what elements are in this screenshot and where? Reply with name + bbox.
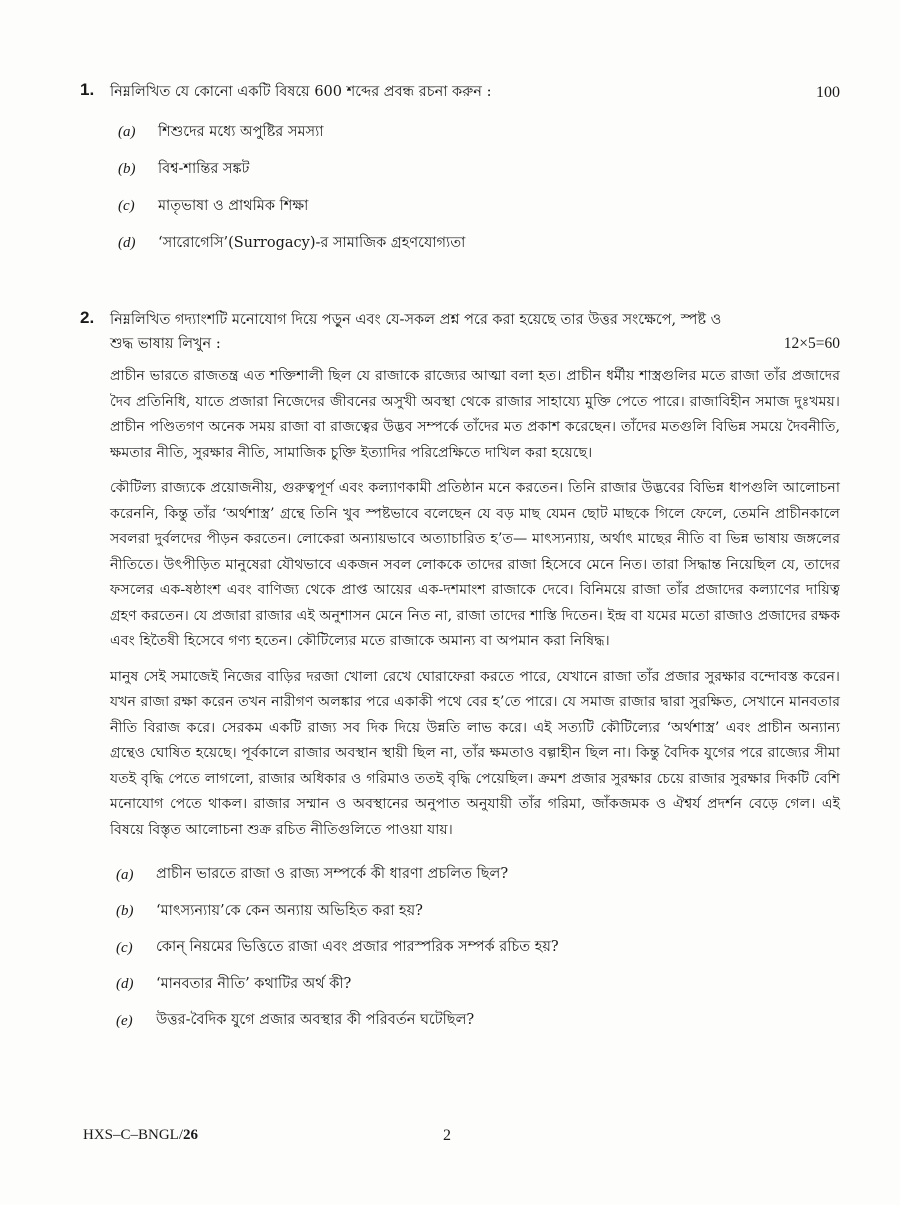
- sub-question-label: (d): [116, 976, 134, 993]
- passage-paragraph: প্রাচীন ভারতে রাজতন্ত্র এত শক্তিশালী ছিল যে রাজাকে রাজ্যের আত্মা বলা হত। প্রাচীন ধর্মীয় শাস্ত্রগুলির মতে রাজা তাঁর প্রজাদের দৈব প্রতিনিধি, যাতে প্রজারা নিজেদের জীবনের অসুখী অবস্থা থেকে রাজার সাহায্যে মুক্তি পেতে পারে। রাজাবিহীন সমাজ দুঃখময়। প্রাচীন পণ্ডিতগণ অনেক সময় রাজা বা রাজত্বের উদ্ভব সম্পর্কে তাঁদের মত প্রকাশ করেছেন। তাঁদের মতগুলি বিভিন্ন সময়ে দৈবনীতি, ক্ষমতার নীতি, সুরক্ষার নীতি, সামাজিক চুক্তি ইত্যাদির পরিপ্রেক্ষিতে দাখিল করা হয়েছে।: [110, 368, 840, 461]
- sub-question-label: (a): [116, 866, 134, 883]
- option-label: (b): [118, 161, 136, 177]
- option-label: (d): [118, 235, 136, 251]
- sub-question-list: [116, 857, 840, 1040]
- sub-question-label: (e): [116, 1012, 133, 1029]
- question-heading-line-2: [110, 332, 840, 356]
- passage-paragraph: মানুষ সেই সমাজেই নিজের বাড়ির দরজা খোলা রেখে ঘোরাফেরা করতে পারে, যেখানে রাজা তাঁর প্রজার সুরক্ষার বন্দোবস্ত করেন। যখন রাজা রক্ষা করেন তখন নারীগণ অলঙ্কার পরে একাকী পথে বের হ’তে পারে। যে সমাজ রাজার দ্বারা সুরক্ষিত, সেখানে মানবতার নীতি বিরাজ করে। সেরকম একটি রাজ্য সব দিক দিয়ে উন্নতি লাভ করে। এই সত্যটি কৌটিল্যের ‘অর্থশাস্ত্র’ এবং প্রাচীন অন্যান্য গ্রন্থেও ঘোষিত হয়েছে। পূর্বকালে রাজার অবস্থান স্থায়ী ছিল না, তাঁর ক্ষমতাও বল্গাহীন ছিল না। কিন্তু বৈদিক যুগের পরে রাজ্যের সীমা যতই বৃদ্ধি পেতে লাগলো, রাজার অধিকার ও গরিমাও ততই বৃদ্ধি পেয়েছিল। ক্রমশ প্রজার সুরক্ষার চেয়ে রাজার সুরক্ষার দিকটি বেশি মনোযোগ পেতে থাকল। রাজার সম্মান ও অবস্থানের অনুপাত অনুযায়ী তাঁর গরিমা, জাঁকজমক ও ঐশ্বর্য প্রদর্শন বেড়ে গেল। এই বিষয়ে বিস্তৃত আলোচনা শুক্র রচিত নীতিগুলিতে পাওয়া যায়।: [110, 668, 840, 838]
- paper-code-number: 26: [183, 1127, 199, 1143]
- option-text: শিশুদের মধ্যে অপুষ্টির সমস্যা: [158, 123, 324, 140]
- option-item: [118, 225, 840, 262]
- sub-question-text: ‘মানবতার নীতি’ কথাটির অর্থ কী?: [156, 975, 352, 992]
- marks: 100: [816, 84, 840, 101]
- option-item: [118, 151, 840, 188]
- paper-code-prefix: HXS–C–BNGL/: [83, 1127, 184, 1143]
- question-number: 2.: [80, 308, 95, 327]
- sub-question: [116, 967, 840, 1004]
- sub-question-text: উত্তর-বৈদিক যুগে প্রজার অবস্থার কী পরিবর্তন ঘটেছিল?: [156, 1012, 475, 1029]
- option-label: (c): [118, 198, 135, 214]
- page-number: 2: [443, 1127, 451, 1144]
- passage-paragraph: কৌটিল্য রাজ্যকে প্রয়োজনীয়, গুরুত্বপূর্ণ এবং কল্যাণকামী প্রতিষ্ঠান মনে করতেন। তিনি রাজার উদ্ভবের বিভিন্ন ধাপগুলি আলোচনা করেননি, কিন্তু তাঁর ‘অর্থশাস্ত্র’ গ্রন্থে তিনি খুব স্পষ্টভাবে বলেছেন যে বড় মাছ যেমন ছোট মাছকে গিলে ফেলে, তেমনি প্রাচীনকালে সবলরা দুর্বলদের পীড়ন করতেন। লোকেরা অন্যায়ভাবে অত্যাচারিত হ’ত— মাৎস্যন্যায়, অর্থাৎ মাছের নীতি বা ভিন্ন ভাষায় জঙ্গলের নীতিতে। উৎপীড়িত মানুষেরা যৌথভাবে একজন সবল লোককে তাদের রাজা হিসেবে মেনে নিত। তারা সিদ্ধান্ত নিয়েছিল যে, তাদের ফসলের এক-ষষ্ঠাংশ এবং বাণিজ্য থেকে প্রাপ্ত আয়ের এক-দশমাংশ রাজাকে দেবে। বিনিময়ে রাজা তাঁর প্রজাদের কল্যাণের দায়িত্ব গ্রহণ করতেন। যে প্রজারা রাজার এই অনুশাসন মেনে নিত না, রাজা তাদের শাস্তি দিতেন। ইন্দ্র বা যমের মতো রাজাও প্রজাদের রক্ষক এবং হিতৈষী হিসেবে গণ্য হতেন। কৌটিল্যের মতে রাজাকে অমান্য বা অপমান করা নিষিদ্ধ।: [110, 480, 840, 649]
- question-number: 1.: [80, 80, 95, 99]
- option-text: মাতৃভাষা ও প্রাথমিক শিক্ষা: [158, 197, 309, 214]
- sub-question: [116, 1003, 840, 1040]
- question-heading-line: নিম্নলিখিত গদ্যাংশটি মনোযোগ দিয়ে পড়ুন এবং যে-সকল প্রশ্ন পরে করা হয়েছে তার উত্তর সংক্ষেপে, স্পষ্ট ও: [110, 312, 722, 328]
- question-heading: [110, 308, 840, 356]
- option-list: [118, 114, 840, 262]
- option-label: (a): [118, 124, 136, 140]
- marks: 12×5=60: [783, 335, 840, 352]
- option-text: ‘সারোগেসি’(Surrogacy)-র সামাজিক গ্রহণযোগ্যতা: [158, 234, 466, 251]
- option-item: [118, 188, 840, 225]
- paper-code: [83, 1127, 198, 1144]
- sub-question-text: প্রাচীন ভারতে রাজা ও রাজ্য সম্পর্কে কী ধারণা প্রচলিত ছিল?: [156, 866, 509, 883]
- option-item: [118, 114, 840, 151]
- option-text: বিশ্ব-শান্তির সঙ্কট: [158, 160, 250, 177]
- question-heading: নিম্নলিখিত যে কোনো একটি বিষয়ে 600 শব্দের প্রবন্ধ রচনা করুন :: [110, 84, 492, 100]
- question-2: [80, 308, 840, 1040]
- sub-question: [116, 894, 840, 931]
- sub-question: [116, 930, 840, 967]
- sub-question-text: ‘মাৎস্যন্যায়’কে কেন অন্যায় অভিহিত করা হয়?: [156, 902, 423, 919]
- question-heading-line: শুদ্ধ ভাষায় লিখুন :: [110, 336, 221, 352]
- question-1: [80, 80, 840, 262]
- sub-question-label: (c): [116, 939, 133, 956]
- sub-question: [116, 857, 840, 894]
- sub-question-text: কোন্ নিয়মের ভিত্তিতে রাজা এবং প্রজার পারস্পরিক সম্পর্ক রচিত হয়?: [156, 939, 559, 956]
- sub-question-label: (b): [116, 903, 134, 920]
